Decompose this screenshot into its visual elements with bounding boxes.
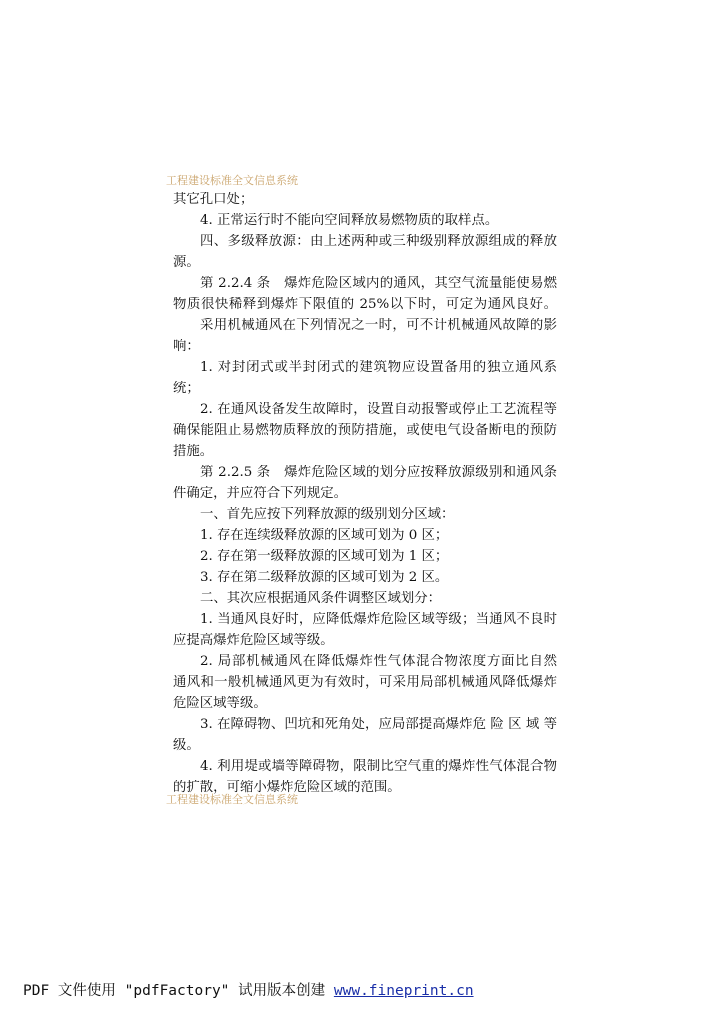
body-line: 统； [173, 381, 200, 396]
body-line: 四、多级释放源：由上述两种或三种级别释放源组成的释放 [200, 234, 557, 249]
body-line: 应提高爆炸危险区域等级。 [173, 633, 334, 648]
body-line: 4. 正常运行时不能向空间释放易燃物质的取样点。 [200, 213, 499, 228]
body-line: 确保能阻止易燃物质释放的预防措施，或使电气设备断电的预防 [173, 423, 557, 438]
body-line: 4. 利用堤或墙等障碍物，限制比空气重的爆炸性气体混合物 [200, 759, 557, 774]
pdf-footer [23, 982, 474, 1000]
body-line: 响： [173, 339, 200, 354]
body-line: 1. 当通风良好时，应降低爆炸危险区域等级；当通风不良时 [200, 612, 557, 627]
footer-text: PDF 文件使用 "pdfFactory" 试用版本创建 [23, 983, 334, 999]
body-line: 的扩散，可缩小爆炸危险区域的范围。 [173, 780, 401, 795]
watermark-bottom: 工程建设标准全文信息系统 [166, 793, 298, 806]
body-line: 其它孔口处； [173, 192, 254, 207]
body-line: 3. 存在第二级释放源的区域可划为 2 区。 [200, 570, 449, 585]
body-line: 危险区域等级。 [173, 696, 267, 711]
body-line: 通风和一般机械通风更为有效时，可采用局部机械通风降低爆炸 [173, 675, 557, 690]
body-line: 3. 在障碍物、凹坑和死角处，应局部提高爆炸危 险 区 域 等 [200, 717, 557, 732]
body-line: 二、其次应根据通风条件调整区域划分： [200, 591, 442, 606]
body-line: 2. 在通风设备发生故障时，设置自动报警或停止工艺流程等 [200, 402, 557, 417]
body-line: 措施。 [173, 444, 214, 459]
article-heading-2-2-5: 第 2.2.5 条 爆炸危险区域的划分应按释放源级别和通风条 [200, 465, 557, 480]
body-line: 源。 [173, 255, 200, 270]
body-line: 2. 局部机械通风在降低爆炸性气体混合物浓度方面比自然 [200, 654, 557, 669]
footer-link[interactable]: www.fineprint.cn [333, 983, 474, 999]
body-line: 1. 对封闭式或半封闭式的建筑物应设置备用的独立通风系 [200, 360, 557, 375]
body-line: 采用机械通风在下列情况之一时，可不计机械通风故障的影 [200, 318, 557, 333]
body-line: 2. 存在第一级释放源的区域可划为 1 区； [200, 549, 449, 564]
watermark-top: 工程建设标准全文信息系统 [166, 174, 298, 187]
body-line: 一、首先应按下列释放源的级别划分区域： [200, 507, 455, 522]
body-line: 物质很快稀释到爆炸下限值的 25%以下时，可定为通风良好。 [173, 297, 557, 312]
article-heading-2-2-4: 第 2.2.4 条 爆炸危险区域内的通风，其空气流量能使易燃 [200, 276, 557, 291]
body-line: 级。 [173, 738, 200, 753]
body-line: 1. 存在连续级释放源的区域可划为 0 区； [200, 528, 449, 543]
body-line: 件确定，并应符合下列规定。 [173, 486, 348, 501]
